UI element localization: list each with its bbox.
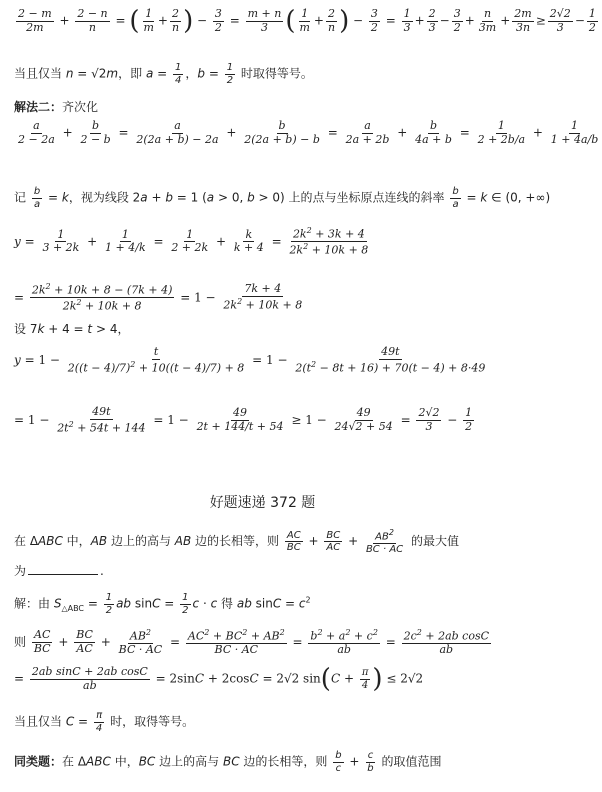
substitution-t: 设 7k + 4 = t > 4， xyxy=(14,322,130,336)
equation-line-10: = 1 − $\frac{49t}{2t^2 + 54t + 144}$ = 1 − $\frac{49}{2t + 144/t + 54}$ ≥ 1 − $\frac{49}{24√2 + 54}$ = $\frac{2√2}{3}$ − $\frac{1}{2}$ xyxy=(14,405,473,435)
solution-line-3: = $\frac{\text{2ab sinC + 2ab cosC}}{ab}$ = 2sinC + 2cosC = 2√2 sin(C + $\frac{\pi}{4}$ ) ≤ 2√2 xyxy=(14,664,424,695)
solution-equality: 当且仅当 C = $\frac{\pi}{4}$ 时，取得等号。 xyxy=(14,710,195,734)
equality-condition-1: 当且仅当 n = √2m，即 a = $\frac{1}{4}$ ，b = $\frac{1}{2}$ 时取得等号。 xyxy=(14,62,313,86)
equation-line-1: $\frac{2 - m}{2m}$ + $\frac{2 - n}{n}$ = ( $\frac{1}{m}$ + $\frac{2}{n}$ ) − $\frac{3}{2}$ = $\frac{m + n}{3}$ ( $\frac{1}{m}$ + $\frac{2}{n}$ ) − $\frac{3}{2}$ = $\frac{1}{3}$ + $\frac{2}{3}$ − $\frac{3}{2}$ + $\frac{n}{3m}$ + $\frac{2m}{3n}$ ≥ $\frac{2√2}{3}$ − $\frac{1}{2}$ xyxy=(18,6,596,37)
equation-line-7: = $\frac{2k^2 + 10k + 8 - (7k + 4)}{2k^2 + 10k + 8}$ = 1 − $\frac{7k + 4}{2k^2 + 10k + 8}$ xyxy=(14,282,303,313)
problem-title: 好题速递 372 题 xyxy=(209,495,316,511)
equation-line-6: y = $\frac{1}{3 + 2k}$ + $\frac{1}{1 + 4/k}$ = $\frac{1}{2 + 2k}$ + $\frac{k}{k + 4}$ = $\frac{2k^2 + 3k + 4}{2k^2 + 10k + 8}$ xyxy=(14,226,369,257)
substitution-k: 记 $\frac{b}{a}$ = k，视为线段 2a + b = 1 (a > 0, b > 0) 上的点与坐标原点连线的斜率 $\frac{b}{a}$ = k ∈ (0, +∞) xyxy=(14,186,551,210)
solution-line-2: 则 $\frac{AC}{BC}$ + $\frac{BC}{AC}$ + $\frac{AB^2}{BC \cdot AC}$ = $\frac{AC^2 + BC^2 + AB^2}{BC \cdot AC}$ = $\frac{b^2 + a^2 + c^2}{ab}$ = $\frac{2c^2 + 2ab \cos C}{ab}$ xyxy=(14,628,490,657)
equation-line-4: $\frac{a}{2 - 2a}$ + $\frac{b}{2 - b}$ = $\frac{a}{2(2a + b) - 2a}$ + $\frac{b}{2(2a + b) - b}$ = $\frac{a}{2a + 2b}$ + $\frac{b}{4a + b}$ = $\frac{1}{2 + 2b/a}$ + $\frac{1}{1 + 4a/b}$ xyxy=(18,119,599,146)
solution-line-1: 解：由 $S_{\triangle ABC}$ = $\frac{1}{2}$ ab sinC = $\frac{1}{2}$ c · c 得 ab $\sin C = c^2$ xyxy=(14,592,311,616)
problem-blank: 为 . xyxy=(14,564,104,578)
problem-statement: 在 ΔABC 中，AB 边上的高与 AB 边的长相等，则 $\frac{AC}{BC}$ + $\frac{BC}{AC}$ + $\frac{AB^2}{BC \cdot AC}$ 的最大值 xyxy=(14,528,459,555)
similar-problem: 同类题：在 ΔABC 中，BC 边上的高与 BC 边的长相等，则 $\frac{b}{c}$ + $\frac{c}{b}$ 的取值范围 xyxy=(14,750,442,774)
method-two-heading: 解法二：齐次化 xyxy=(14,100,99,114)
equation-line-9: y = 1 − $\frac{t}{2((t - 4)/7)^2 + 10((t - 4)/7) + 8}$ = 1 − $\frac{49t}{2(t^2 - 8t + 16) + 70(t - 4) + 8\cdot 49}$ xyxy=(14,345,486,375)
